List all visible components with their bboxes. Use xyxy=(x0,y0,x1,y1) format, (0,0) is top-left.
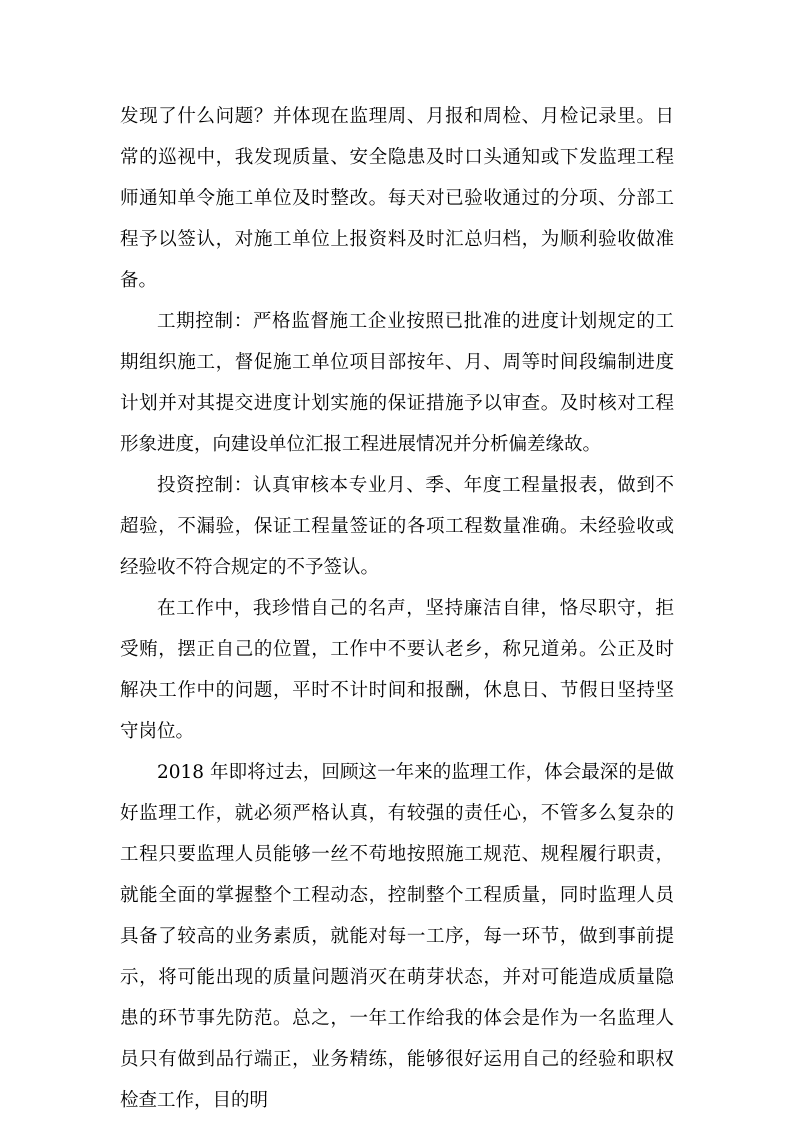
paragraph-year-review: 2018 年即将过去，回顾这一年来的监理工作，体会最深的是做好监理工作，就必须严格认真，有较强的责任心，不管多么复杂的工程只要监理人员能够一丝不苟地按照施工规范、规程履行职责，就能全面的掌握整个工程动态，控制整个工程质量，同时监理人员具备了较高的业务素质，就能对每一工序，每一环节，做到事前提示，将可能出现的质量问题消灭在萌芽状态，并对可能造成质量隐患的环节事先防范。总之，一年工作给我的体会是作为一名监理人员只有做到品行端正，业务精练，能够很好运用自己的经验和职权检查工作，目的明 xyxy=(120,762,674,1111)
paragraph-work-ethics: 在工作中，我珍惜自己的名声，坚持廉洁自律，恪尽职守，拒受贿，摆正自己的位置，工作中不要认老乡，称兄道弟。公正及时解决工作中的问题，平时不计时间和报酬，休息日、节假日坚持坚守岗位。 xyxy=(120,598,674,742)
paragraph-investment-control: 投资控制：认真审核本专业月、季、年度工程量报表，做到不超验，不漏验，保证工程量签证的各项工程数量准确。未经验收或经验收不符合规定的不予签认。 xyxy=(120,475,674,578)
paragraph-schedule-control: 工期控制：严格监督施工企业按照已批准的进度计划规定的工期组织施工，督促施工单位项目部按年、月、周等时间段编制进度计划并对其提交进度计划实施的保证措施予以审查。及时核对工程形象进度，向建设单位汇报工程进展情况并分析偏差缘故。 xyxy=(120,311,674,455)
document-body xyxy=(120,96,674,1121)
paragraph-continuation: 发现了什么问题？并体现在监理周、月报和周检、月检记录里。日常的巡视中，我发现质量、安全隐患及时口头通知或下发监理工程师通知单令施工单位及时整改。每天对已验收通过的分项、分部工程予以签认，对施工单位上报资料及时汇总归档，为顺利验收做准备。 xyxy=(120,106,674,291)
